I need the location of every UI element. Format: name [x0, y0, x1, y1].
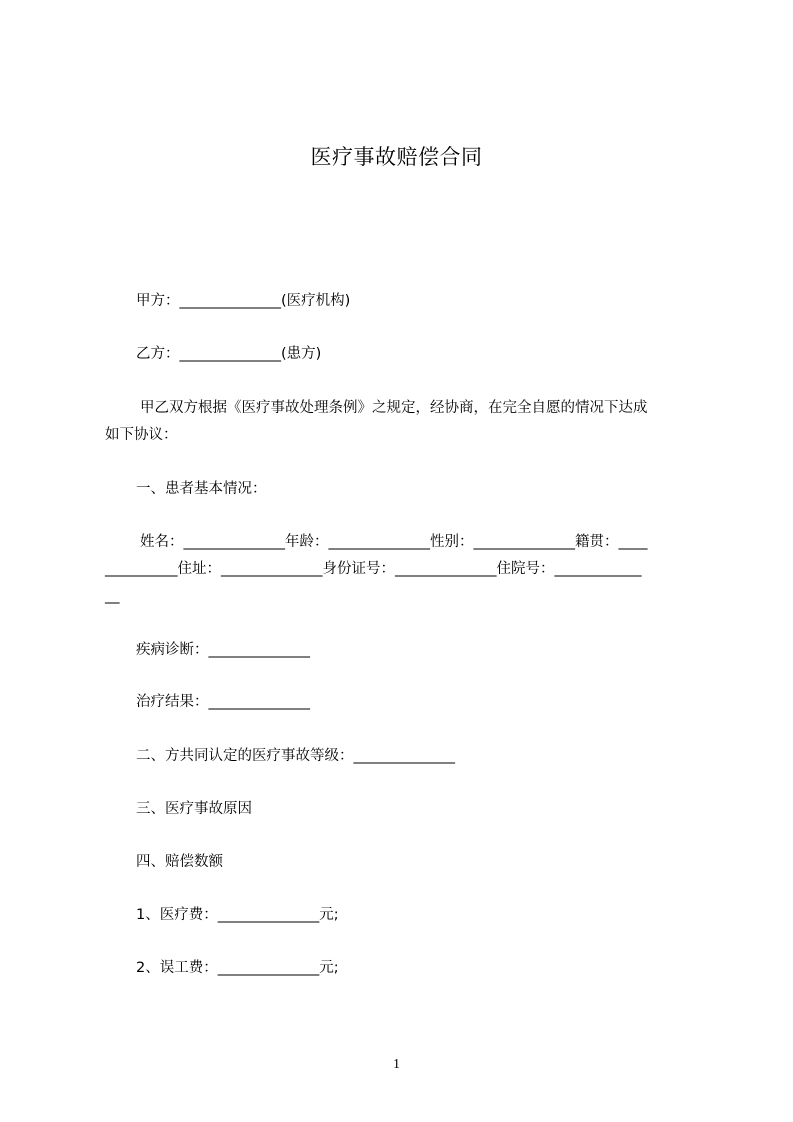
- intro-paragraph-line-2: 如下协议：: [105, 427, 178, 443]
- compensation-item-medical-fee: 1、医疗费：______________元;: [136, 907, 339, 923]
- treatment-result-line: 治疗结果：______________: [136, 694, 310, 710]
- compensation-item-lost-wages: 2、误工费：______________元;: [136, 960, 339, 976]
- section-2-line: 二、方共同认定的医疗事故等级：______________: [136, 748, 455, 764]
- diagnosis-line: 疾病诊断：______________: [136, 642, 310, 658]
- patient-info-line-2: __________住址：______________身份证号：______________住院号：____________: [105, 561, 642, 577]
- patient-info-line-1: 姓名：______________年龄：______________性别：______________籍贯：____: [140, 534, 648, 550]
- intro-paragraph-line-1: 甲乙双方根据《医疗事故处理条例》之规定，经协商，在完全自愿的情况下达成: [140, 400, 648, 416]
- party-b-line: 乙方：______________(患方): [136, 346, 322, 362]
- section-1-heading: 一、患者基本情况：: [136, 481, 267, 497]
- patient-info-line-3: __: [105, 588, 120, 604]
- party-a-line: 甲方：______________(医疗机构): [136, 293, 351, 309]
- section-4-heading: 四、赔偿数额: [136, 854, 223, 870]
- section-3-heading: 三、医疗事故原因: [136, 801, 252, 817]
- page-number: 1: [393, 1057, 400, 1072]
- document-title: 医疗事故赔偿合同: [310, 145, 483, 169]
